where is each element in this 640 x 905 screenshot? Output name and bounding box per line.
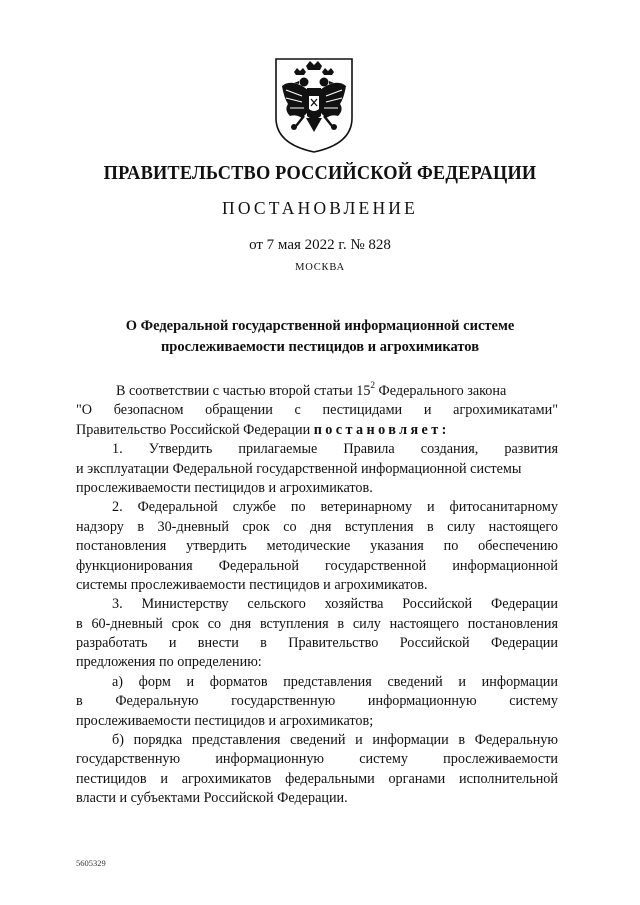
date-and-number: от 7 мая 2022 г. № 828 [249,237,391,253]
article-superscript: 2 [370,380,375,391]
subject-line: О Федеральной государственной информационной системе [125,318,515,334]
paragraph-3: 3. Министерству сельского хозяйства Российской Федерации в 60-дневный срок со дня вступления в силу настоящего постановления разработать и внести в Правительство Российской Федерации предложения по определению: [76,596,558,671]
subparagraph-b: б) порядка представления сведений и информации в Федеральную государственную информационную систему прослеживаемости пестицидов и агрохимикатов федеральными органами исполнительной власти и субъектами Российской Федерации. [76,732,558,807]
paragraph-1: 1. Утвердить прилагаемые Правила создания, развития и эксплуатации Федеральной государственной информационной системы прослеживаемости пестицидов и агрохимикатов. [76,441,558,496]
subject-line: прослеживаемости пестицидов и агрохимикатов [160,339,480,355]
coat-of-arms-icon [272,56,356,154]
preamble-line: "О безопасном обращении с пестицидами и агрохимикатами" [76,402,558,419]
document-type: ПОСТАНОВЛЕНИЕ [221,198,419,218]
document-subject [80,316,560,358]
document-body [76,382,558,809]
government-title: ПРАВИТЕЛЬСТВО РОССИЙСКОЙ ФЕДЕРАЦИИ [103,163,537,184]
subparagraph-a: а) форм и форматов представления сведений и информации в Федеральную государственную информационную систему прослеживаемости пестицидов и агрохимикатов; [76,673,558,729]
city: МОСКВА [295,262,345,273]
paragraph-2: 2. Федеральной службе по ветеринарному и фитосанитарному надзору в 30-дневный срок со дня вступления в силу настоящего постановления утвердить методические указания по обеспечению функционирования Федеральной государственной информационной системы прослеживаемости пестицидов и агрохимикатов. [76,499,558,593]
decree-verb: постановляет: [313,421,450,438]
preamble [76,382,558,440]
preamble-line: В соответствии с частью второй статьи $15^2$ Федерального закона [116,380,507,399]
preamble-line: Правительство Российской Федерации постановляет: [76,421,450,438]
document-code: 5605329 [76,858,106,868]
